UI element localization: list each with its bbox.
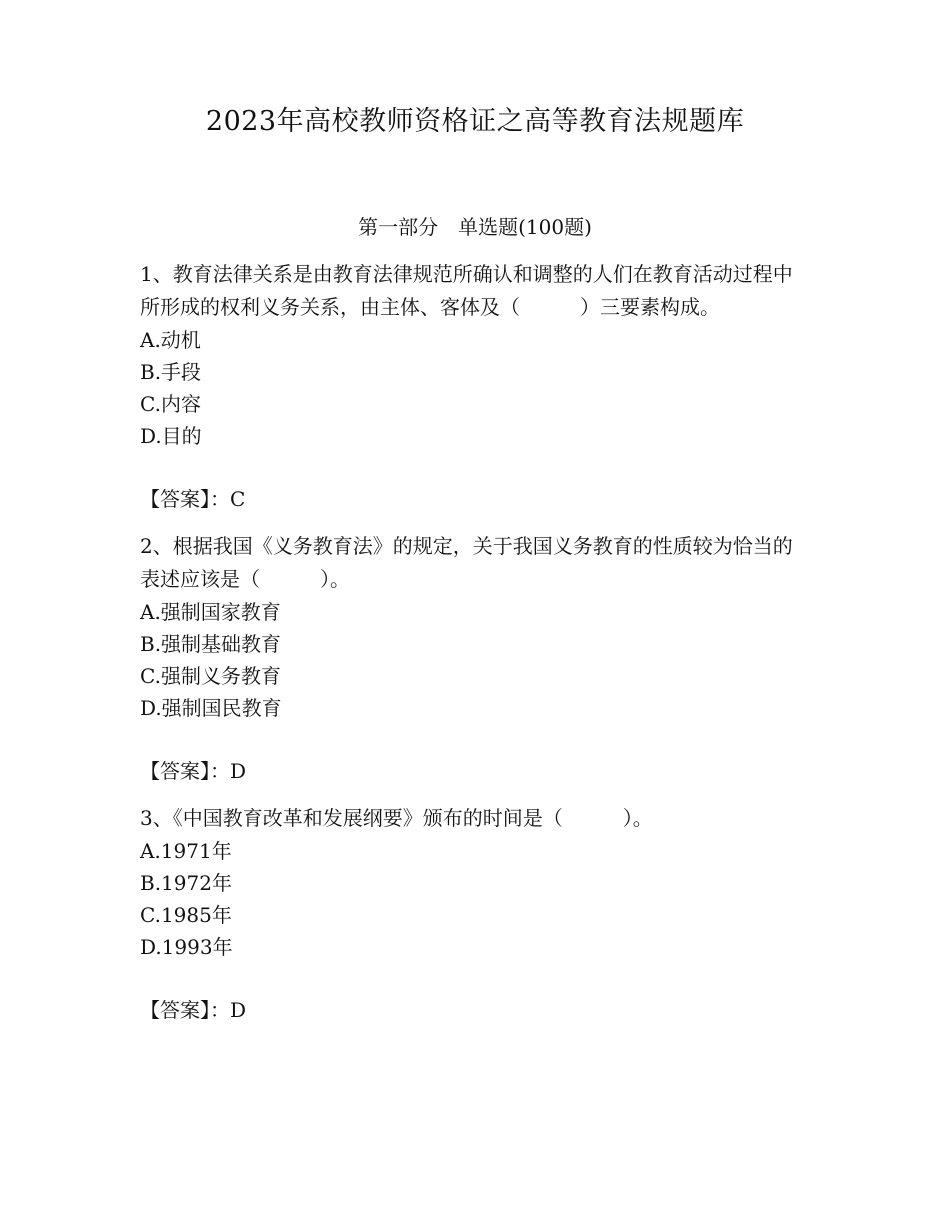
option-c: C.1985年	[140, 903, 232, 927]
option-b: B.手段	[140, 360, 202, 384]
section-title: 第一部分 单选题(100题)	[358, 215, 592, 239]
question-stem: 2、根据我国《义务教育法》的规定，关于我国义务教育的性质较为恰当的表述应该是（ ）。	[140, 534, 793, 591]
answer-line	[140, 755, 810, 788]
option-a: A.强制国家教育	[140, 600, 281, 624]
option-a: A.1971年	[140, 839, 232, 863]
option-d: D.目的	[140, 424, 202, 448]
option-a: A.动机	[140, 328, 201, 352]
option-d: D.强制国民教育	[140, 696, 282, 720]
question-1	[140, 258, 810, 516]
document-title: 2023年高校教师资格证之高等教育法规题库	[205, 106, 745, 137]
answer-label: 【答案】：	[140, 759, 230, 783]
answer-value: D	[230, 998, 247, 1022]
answer-value: D	[230, 759, 247, 783]
answer-value: C	[230, 487, 246, 511]
option-b: B.强制基础教育	[140, 632, 282, 656]
question-stem: 1、教育法律关系是由教育法律规范所确认和调整的人们在教育活动过程中所形成的权利义务关系，由主体、客体及（ ）三要素构成。	[140, 262, 793, 319]
option-d: D.1993年	[140, 935, 233, 959]
option-b: B.1972年	[140, 871, 232, 895]
question-2	[140, 530, 810, 788]
answer-label: 【答案】：	[140, 998, 230, 1022]
answer-label: 【答案】：	[140, 487, 230, 511]
question-list	[140, 258, 810, 1041]
question-3	[140, 802, 810, 1027]
question-stem: 3、《中国教育改革和发展纲要》颁布的时间是（ ）。	[140, 806, 653, 830]
answer-line	[140, 994, 810, 1027]
answer-line	[140, 483, 810, 516]
option-c: C.内容	[140, 392, 201, 416]
option-c: C.强制义务教育	[140, 664, 281, 688]
